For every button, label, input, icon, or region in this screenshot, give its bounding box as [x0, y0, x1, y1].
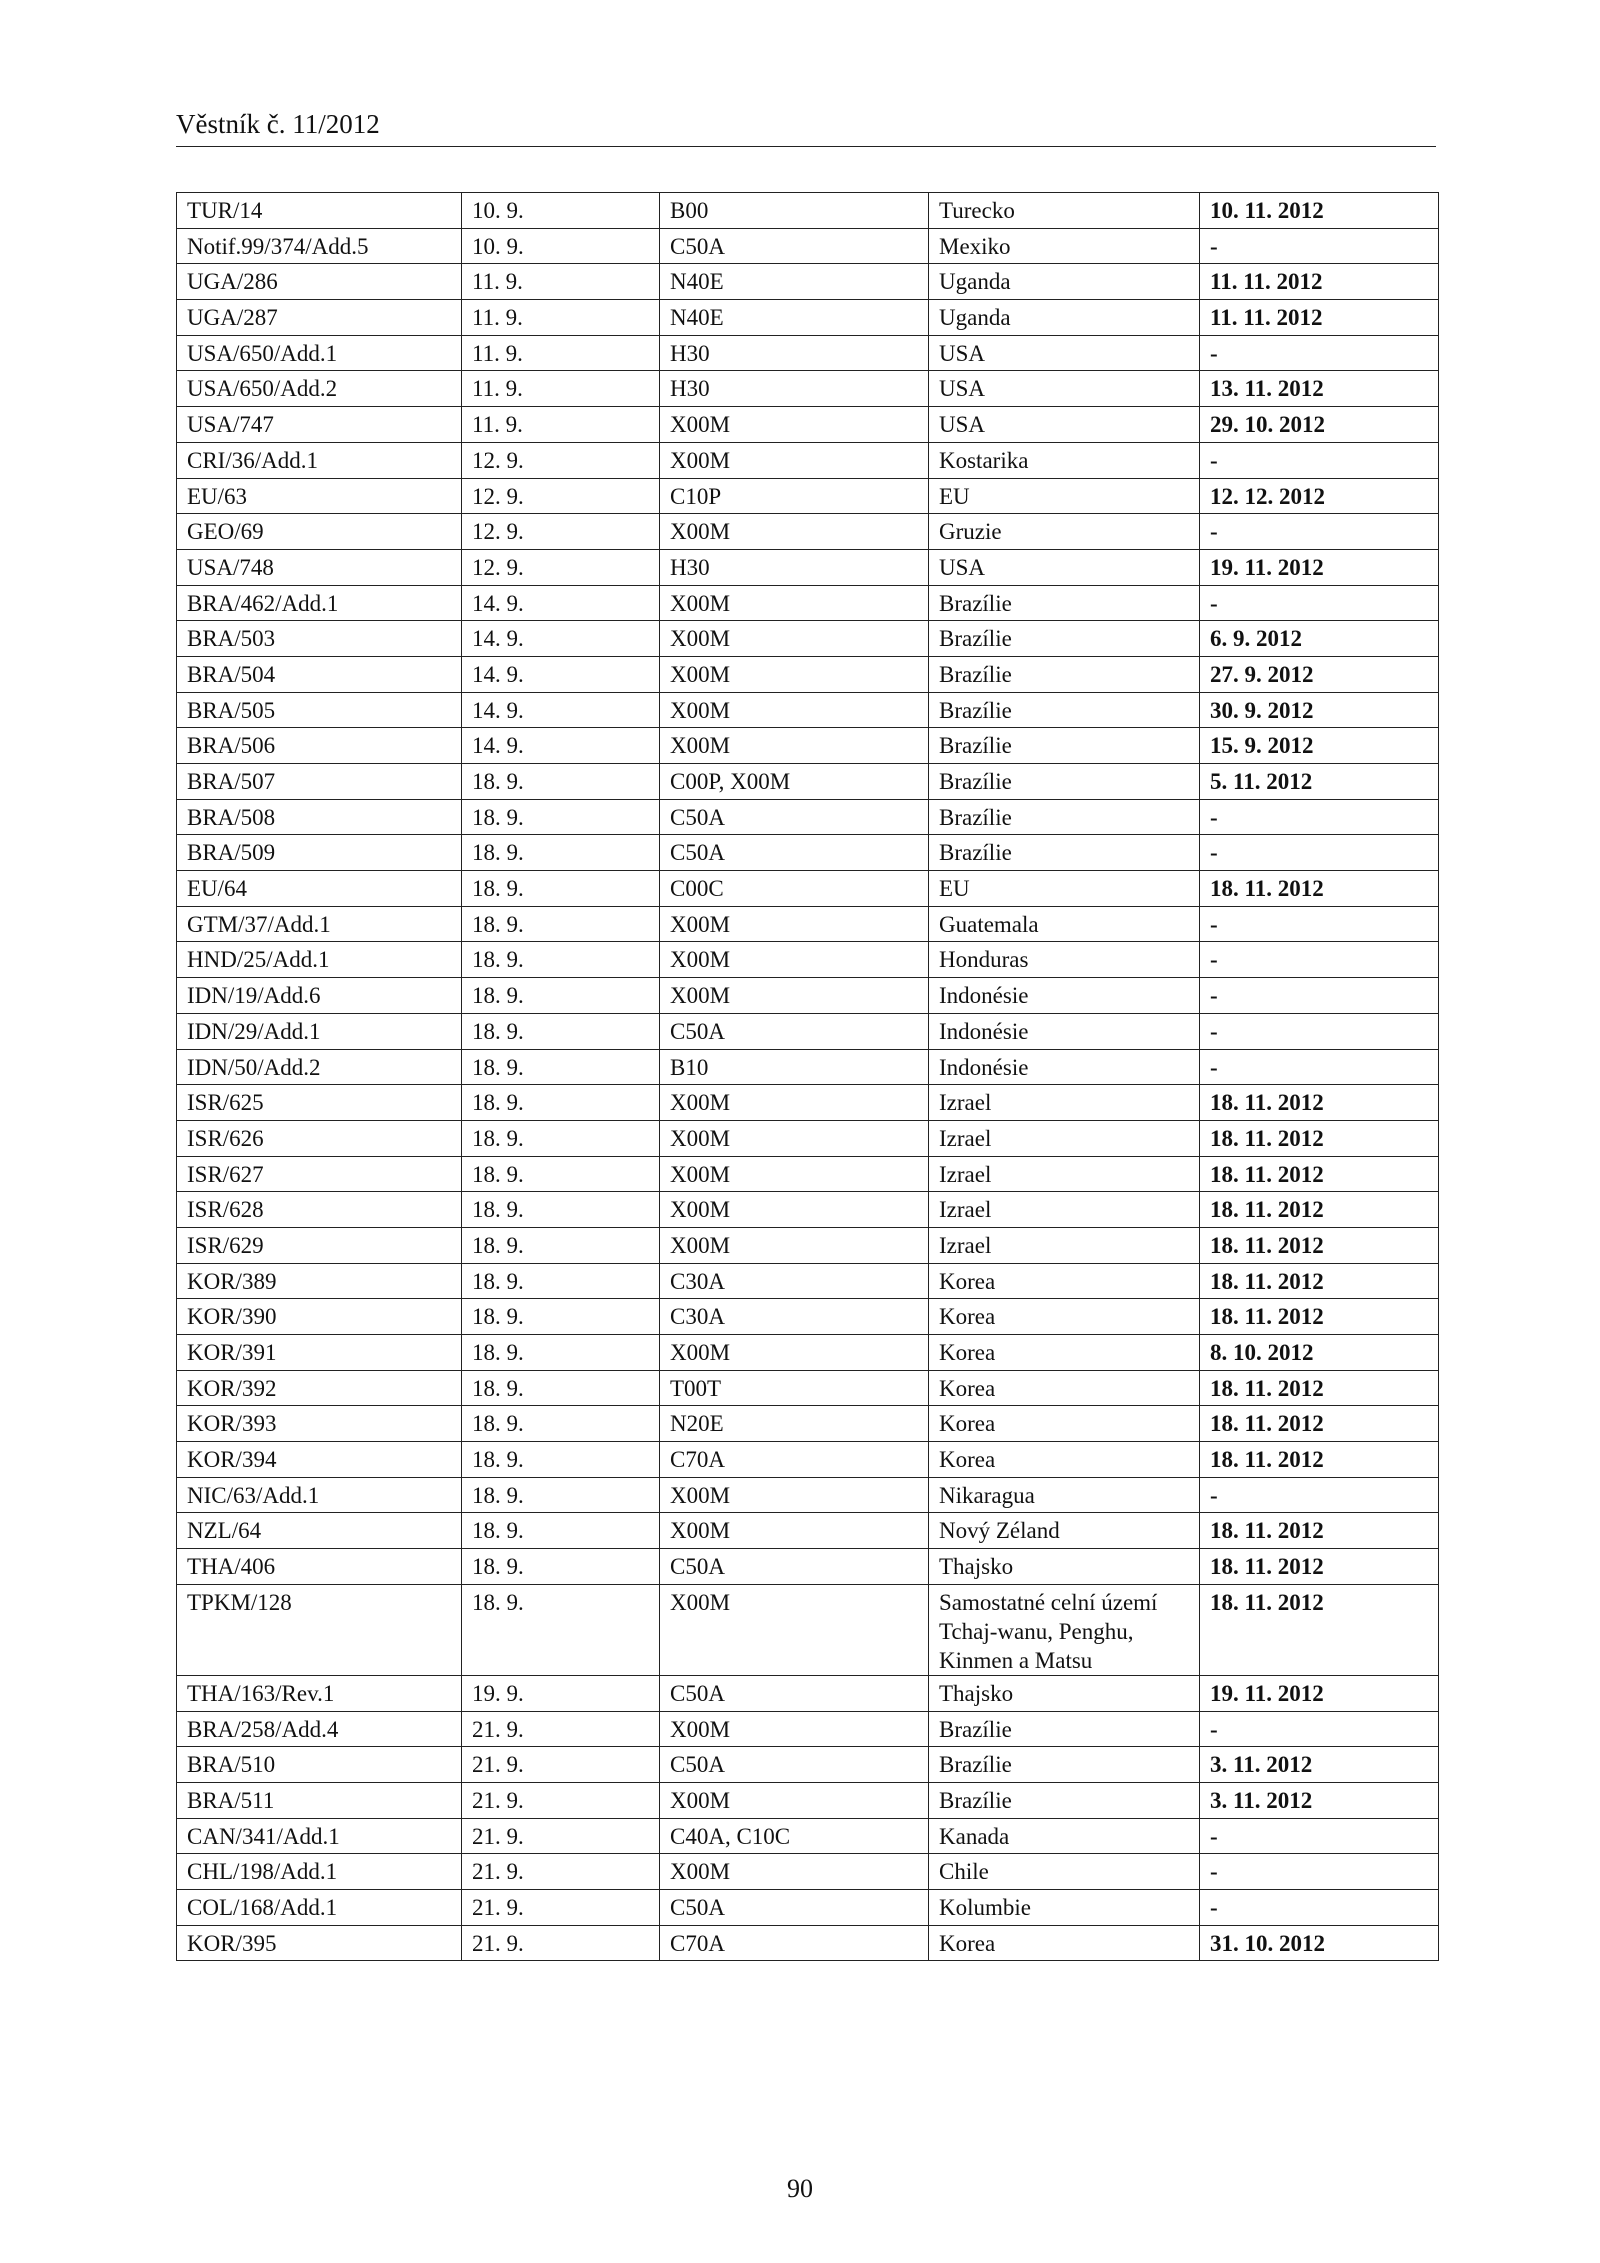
deadline-cell: 18. 11. 2012 [1200, 1549, 1439, 1585]
code-cell: C50A [660, 799, 929, 835]
page-number: 90 [787, 2174, 813, 2203]
deadline-cell: 11. 11. 2012 [1200, 264, 1439, 300]
notification-id-cell: NZL/64 [177, 1513, 462, 1549]
notification-id-cell: KOR/395 [177, 1925, 462, 1961]
code-cell: C50A [660, 1675, 929, 1711]
deadline-cell: - [1200, 1818, 1439, 1854]
deadline-cell: 15. 9. 2012 [1200, 728, 1439, 764]
code-cell: X00M [660, 1335, 929, 1371]
code-cell: X00M [660, 1227, 929, 1263]
table-row [177, 585, 1439, 621]
date-cell: 18. 9. [462, 1442, 660, 1478]
country-cell: USA [929, 407, 1200, 443]
deadline-cell: 11. 11. 2012 [1200, 300, 1439, 336]
notification-id-cell: BRA/462/Add.1 [177, 585, 462, 621]
country-cell: Uganda [929, 264, 1200, 300]
country-cell: Honduras [929, 942, 1200, 978]
deadline-cell: 18. 11. 2012 [1200, 1584, 1439, 1675]
deadline-cell: 8. 10. 2012 [1200, 1335, 1439, 1371]
date-cell: 12. 9. [462, 478, 660, 514]
code-cell: X00M [660, 1156, 929, 1192]
notification-id-cell: BRA/506 [177, 728, 462, 764]
notification-id-cell: KOR/393 [177, 1406, 462, 1442]
notification-id-cell: KOR/392 [177, 1370, 462, 1406]
table-row [177, 1227, 1439, 1263]
notification-id-cell: GTM/37/Add.1 [177, 906, 462, 942]
code-cell: C10P [660, 478, 929, 514]
deadline-cell: - [1200, 585, 1439, 621]
table-row [177, 978, 1439, 1014]
notification-id-cell: COL/168/Add.1 [177, 1889, 462, 1925]
country-cell: USA [929, 335, 1200, 371]
table-row [177, 1584, 1439, 1675]
table-row [177, 1085, 1439, 1121]
journal-title: Věstník č. 11/2012 [176, 109, 380, 139]
country-cell: Brazílie [929, 1782, 1200, 1818]
notification-id-cell: NIC/63/Add.1 [177, 1477, 462, 1513]
deadline-cell: 13. 11. 2012 [1200, 371, 1439, 407]
country-cell: Thajsko [929, 1549, 1200, 1585]
code-cell: X00M [660, 906, 929, 942]
date-cell: 18. 9. [462, 978, 660, 1014]
notification-id-cell: USA/748 [177, 549, 462, 585]
date-cell: 18. 9. [462, 1156, 660, 1192]
notification-id-cell: BRA/507 [177, 764, 462, 800]
code-cell: H30 [660, 549, 929, 585]
table-row [177, 1442, 1439, 1478]
country-cell: Brazílie [929, 621, 1200, 657]
deadline-cell: 3. 11. 2012 [1200, 1747, 1439, 1783]
notification-id-cell: IDN/50/Add.2 [177, 1049, 462, 1085]
country-cell: USA [929, 549, 1200, 585]
code-cell: N40E [660, 264, 929, 300]
date-cell: 18. 9. [462, 1370, 660, 1406]
code-cell: C50A [660, 1747, 929, 1783]
table-row [177, 906, 1439, 942]
date-cell: 18. 9. [462, 1049, 660, 1085]
deadline-cell: 19. 11. 2012 [1200, 549, 1439, 585]
date-cell: 10. 9. [462, 228, 660, 264]
date-cell: 18. 9. [462, 799, 660, 835]
code-cell: X00M [660, 1477, 929, 1513]
notification-id-cell: UGA/286 [177, 264, 462, 300]
notification-id-cell: USA/747 [177, 407, 462, 443]
code-cell: C30A [660, 1263, 929, 1299]
country-cell: Nikaragua [929, 1477, 1200, 1513]
table-row [177, 407, 1439, 443]
deadline-cell: 29. 10. 2012 [1200, 407, 1439, 443]
table-row [177, 1049, 1439, 1085]
code-cell: X00M [660, 442, 929, 478]
date-cell: 18. 9. [462, 1406, 660, 1442]
date-cell: 18. 9. [462, 906, 660, 942]
date-cell: 18. 9. [462, 1584, 660, 1675]
country-cell: Thajsko [929, 1675, 1200, 1711]
table-row [177, 942, 1439, 978]
table-row [177, 1370, 1439, 1406]
code-cell: X00M [660, 978, 929, 1014]
deadline-cell: 18. 11. 2012 [1200, 1156, 1439, 1192]
table-row [177, 656, 1439, 692]
country-cell: Korea [929, 1442, 1200, 1478]
date-cell: 12. 9. [462, 514, 660, 550]
notification-id-cell: ISR/627 [177, 1156, 462, 1192]
table-row [177, 764, 1439, 800]
notification-id-cell: BRA/511 [177, 1782, 462, 1818]
table-row [177, 371, 1439, 407]
country-cell: Indonésie [929, 1049, 1200, 1085]
notification-id-cell: KOR/389 [177, 1263, 462, 1299]
notification-id-cell: UGA/287 [177, 300, 462, 336]
table-row [177, 728, 1439, 764]
date-cell: 11. 9. [462, 335, 660, 371]
deadline-cell: 18. 11. 2012 [1200, 871, 1439, 907]
code-cell: X00M [660, 585, 929, 621]
date-cell: 18. 9. [462, 1477, 660, 1513]
code-cell: X00M [660, 942, 929, 978]
code-cell: X00M [660, 1085, 929, 1121]
notification-id-cell: BRA/510 [177, 1747, 462, 1783]
deadline-cell: - [1200, 942, 1439, 978]
deadline-cell: 18. 11. 2012 [1200, 1227, 1439, 1263]
notification-id-cell: HND/25/Add.1 [177, 942, 462, 978]
code-cell: X00M [660, 407, 929, 443]
code-cell: N40E [660, 300, 929, 336]
table-row [177, 264, 1439, 300]
date-cell: 18. 9. [462, 1263, 660, 1299]
table-row [177, 1013, 1439, 1049]
deadline-cell: 18. 11. 2012 [1200, 1513, 1439, 1549]
notification-id-cell: ISR/626 [177, 1120, 462, 1156]
country-cell: Turecko [929, 193, 1200, 229]
country-cell: Brazílie [929, 728, 1200, 764]
table-row [177, 1818, 1439, 1854]
table-row [177, 442, 1439, 478]
code-cell: B00 [660, 193, 929, 229]
date-cell: 18. 9. [462, 1299, 660, 1335]
code-cell: X00M [660, 1782, 929, 1818]
table-row [177, 1549, 1439, 1585]
country-cell: Korea [929, 1370, 1200, 1406]
code-cell: C50A [660, 1013, 929, 1049]
date-cell: 21. 9. [462, 1747, 660, 1783]
code-cell: X00M [660, 1584, 929, 1675]
country-cell: Nový Zéland [929, 1513, 1200, 1549]
country-cell: Izrael [929, 1085, 1200, 1121]
notification-id-cell: TUR/14 [177, 193, 462, 229]
deadline-cell: 18. 11. 2012 [1200, 1192, 1439, 1228]
table-row [177, 1192, 1439, 1228]
code-cell: C00P, X00M [660, 764, 929, 800]
code-cell: X00M [660, 1513, 929, 1549]
table-row [177, 228, 1439, 264]
date-cell: 18. 9. [462, 871, 660, 907]
notification-id-cell: CHL/198/Add.1 [177, 1854, 462, 1890]
table-row [177, 1925, 1439, 1961]
country-cell: Korea [929, 1335, 1200, 1371]
date-cell: 12. 9. [462, 549, 660, 585]
notification-id-cell: BRA/503 [177, 621, 462, 657]
table-row [177, 1747, 1439, 1783]
country-cell: Chile [929, 1854, 1200, 1890]
deadline-cell: - [1200, 442, 1439, 478]
notification-id-cell: KOR/391 [177, 1335, 462, 1371]
country-cell: Brazílie [929, 799, 1200, 835]
notification-id-cell: USA/650/Add.1 [177, 335, 462, 371]
country-cell: Brazílie [929, 656, 1200, 692]
notifications-table-body [177, 193, 1439, 1961]
code-cell: C40A, C10C [660, 1818, 929, 1854]
deadline-cell: - [1200, 1854, 1439, 1890]
table-row [177, 692, 1439, 728]
page-header [176, 111, 1436, 147]
code-cell: H30 [660, 335, 929, 371]
table-row [177, 1854, 1439, 1890]
date-cell: 11. 9. [462, 407, 660, 443]
code-cell: B10 [660, 1049, 929, 1085]
code-cell: X00M [660, 1711, 929, 1747]
deadline-cell: - [1200, 799, 1439, 835]
country-cell: Izrael [929, 1156, 1200, 1192]
country-cell: Izrael [929, 1227, 1200, 1263]
table-row [177, 1782, 1439, 1818]
country-cell: Brazílie [929, 1747, 1200, 1783]
deadline-cell: 6. 9. 2012 [1200, 621, 1439, 657]
country-cell: EU [929, 871, 1200, 907]
notification-id-cell: USA/650/Add.2 [177, 371, 462, 407]
notification-id-cell: CRI/36/Add.1 [177, 442, 462, 478]
notification-id-cell: GEO/69 [177, 514, 462, 550]
table-row [177, 835, 1439, 871]
date-cell: 18. 9. [462, 1513, 660, 1549]
deadline-cell: 18. 11. 2012 [1200, 1406, 1439, 1442]
date-cell: 18. 9. [462, 942, 660, 978]
table-row [177, 1477, 1439, 1513]
table-row [177, 1406, 1439, 1442]
date-cell: 18. 9. [462, 1549, 660, 1585]
code-cell: C50A [660, 1889, 929, 1925]
country-cell: Kanada [929, 1818, 1200, 1854]
country-cell: Gruzie [929, 514, 1200, 550]
notification-id-cell: CAN/341/Add.1 [177, 1818, 462, 1854]
date-cell: 12. 9. [462, 442, 660, 478]
date-cell: 11. 9. [462, 371, 660, 407]
date-cell: 18. 9. [462, 1120, 660, 1156]
notification-id-cell: THA/163/Rev.1 [177, 1675, 462, 1711]
deadline-cell: 12. 12. 2012 [1200, 478, 1439, 514]
deadline-cell: 18. 11. 2012 [1200, 1442, 1439, 1478]
country-cell: Kostarika [929, 442, 1200, 478]
deadline-cell: - [1200, 906, 1439, 942]
notification-id-cell: THA/406 [177, 1549, 462, 1585]
table-row [177, 335, 1439, 371]
country-cell: Korea [929, 1299, 1200, 1335]
date-cell: 21. 9. [462, 1818, 660, 1854]
date-cell: 21. 9. [462, 1854, 660, 1890]
code-cell: X00M [660, 1120, 929, 1156]
deadline-cell: 5. 11. 2012 [1200, 764, 1439, 800]
code-cell: X00M [660, 692, 929, 728]
date-cell: 19. 9. [462, 1675, 660, 1711]
code-cell: X00M [660, 728, 929, 764]
country-cell: Brazílie [929, 1711, 1200, 1747]
notification-id-cell: Notif.99/374/Add.5 [177, 228, 462, 264]
notification-id-cell: ISR/625 [177, 1085, 462, 1121]
notification-id-cell: EU/64 [177, 871, 462, 907]
date-cell: 21. 9. [462, 1889, 660, 1925]
notification-id-cell: TPKM/128 [177, 1584, 462, 1675]
table-row [177, 1335, 1439, 1371]
deadline-cell: - [1200, 228, 1439, 264]
notification-id-cell: ISR/628 [177, 1192, 462, 1228]
table-row [177, 621, 1439, 657]
notification-id-cell: BRA/505 [177, 692, 462, 728]
date-cell: 14. 9. [462, 656, 660, 692]
code-cell: X00M [660, 621, 929, 657]
code-cell: C50A [660, 228, 929, 264]
country-cell: Korea [929, 1406, 1200, 1442]
notifications-table [176, 192, 1439, 1961]
table-row [177, 799, 1439, 835]
country-cell: Brazílie [929, 835, 1200, 871]
country-cell: Indonésie [929, 1013, 1200, 1049]
country-cell: Mexiko [929, 228, 1200, 264]
code-cell: X00M [660, 514, 929, 550]
country-cell: Korea [929, 1925, 1200, 1961]
code-cell: C50A [660, 1549, 929, 1585]
date-cell: 10. 9. [462, 193, 660, 229]
code-cell: N20E [660, 1406, 929, 1442]
table-row [177, 871, 1439, 907]
code-cell: C30A [660, 1299, 929, 1335]
deadline-cell: 27. 9. 2012 [1200, 656, 1439, 692]
country-cell: Samostatné celní území Tchaj-wanu, Penghu, Kinmen a Matsu [929, 1584, 1200, 1675]
deadline-cell: 18. 11. 2012 [1200, 1370, 1439, 1406]
deadline-cell: - [1200, 1889, 1439, 1925]
country-cell: Korea [929, 1263, 1200, 1299]
date-cell: 14. 9. [462, 585, 660, 621]
notification-id-cell: EU/63 [177, 478, 462, 514]
deadline-cell: 19. 11. 2012 [1200, 1675, 1439, 1711]
country-cell: EU [929, 478, 1200, 514]
deadline-cell: - [1200, 978, 1439, 1014]
date-cell: 14. 9. [462, 728, 660, 764]
table-row [177, 1675, 1439, 1711]
notification-id-cell: KOR/390 [177, 1299, 462, 1335]
date-cell: 18. 9. [462, 835, 660, 871]
notification-id-cell: BRA/504 [177, 656, 462, 692]
table-row [177, 1299, 1439, 1335]
table-row [177, 1889, 1439, 1925]
deadline-cell: - [1200, 1477, 1439, 1513]
deadline-cell: 31. 10. 2012 [1200, 1925, 1439, 1961]
date-cell: 11. 9. [462, 264, 660, 300]
code-cell: C70A [660, 1442, 929, 1478]
deadline-cell: - [1200, 835, 1439, 871]
notification-id-cell: ISR/629 [177, 1227, 462, 1263]
date-cell: 21. 9. [462, 1782, 660, 1818]
code-cell: X00M [660, 1192, 929, 1228]
table-row [177, 193, 1439, 229]
deadline-cell: 18. 11. 2012 [1200, 1299, 1439, 1335]
date-cell: 14. 9. [462, 692, 660, 728]
table-row [177, 1513, 1439, 1549]
date-cell: 18. 9. [462, 1227, 660, 1263]
country-cell: Brazílie [929, 692, 1200, 728]
deadline-cell: 30. 9. 2012 [1200, 692, 1439, 728]
notification-id-cell: IDN/19/Add.6 [177, 978, 462, 1014]
deadline-cell: - [1200, 1711, 1439, 1747]
deadline-cell: 18. 11. 2012 [1200, 1120, 1439, 1156]
deadline-cell: 18. 11. 2012 [1200, 1263, 1439, 1299]
deadline-cell: - [1200, 1013, 1439, 1049]
table-row [177, 1263, 1439, 1299]
table-row [177, 1120, 1439, 1156]
country-cell: USA [929, 371, 1200, 407]
table-row [177, 549, 1439, 585]
table-row [177, 300, 1439, 336]
deadline-cell: 10. 11. 2012 [1200, 193, 1439, 229]
date-cell: 11. 9. [462, 300, 660, 336]
date-cell: 21. 9. [462, 1711, 660, 1747]
table-row [177, 1156, 1439, 1192]
date-cell: 18. 9. [462, 1335, 660, 1371]
deadline-cell: - [1200, 1049, 1439, 1085]
country-cell: Brazílie [929, 585, 1200, 621]
code-cell: X00M [660, 656, 929, 692]
code-cell: T00T [660, 1370, 929, 1406]
country-cell: Guatemala [929, 906, 1200, 942]
code-cell: C70A [660, 1925, 929, 1961]
date-cell: 14. 9. [462, 621, 660, 657]
country-cell: Kolumbie [929, 1889, 1200, 1925]
notification-id-cell: BRA/508 [177, 799, 462, 835]
country-cell: Izrael [929, 1192, 1200, 1228]
country-cell: Uganda [929, 300, 1200, 336]
code-cell: X00M [660, 1854, 929, 1890]
deadline-cell: 18. 11. 2012 [1200, 1085, 1439, 1121]
country-cell: Izrael [929, 1120, 1200, 1156]
date-cell: 18. 9. [462, 764, 660, 800]
table-row [177, 1711, 1439, 1747]
date-cell: 21. 9. [462, 1925, 660, 1961]
deadline-cell: - [1200, 514, 1439, 550]
notification-id-cell: BRA/258/Add.4 [177, 1711, 462, 1747]
code-cell: C00C [660, 871, 929, 907]
table-row [177, 478, 1439, 514]
country-cell: Brazílie [929, 764, 1200, 800]
country-cell: Indonésie [929, 978, 1200, 1014]
code-cell: H30 [660, 371, 929, 407]
deadline-cell: 3. 11. 2012 [1200, 1782, 1439, 1818]
date-cell: 18. 9. [462, 1013, 660, 1049]
code-cell: C50A [660, 835, 929, 871]
deadline-cell: - [1200, 335, 1439, 371]
notification-id-cell: BRA/509 [177, 835, 462, 871]
date-cell: 18. 9. [462, 1192, 660, 1228]
notification-id-cell: KOR/394 [177, 1442, 462, 1478]
table-row [177, 514, 1439, 550]
notification-id-cell: IDN/29/Add.1 [177, 1013, 462, 1049]
date-cell: 18. 9. [462, 1085, 660, 1121]
